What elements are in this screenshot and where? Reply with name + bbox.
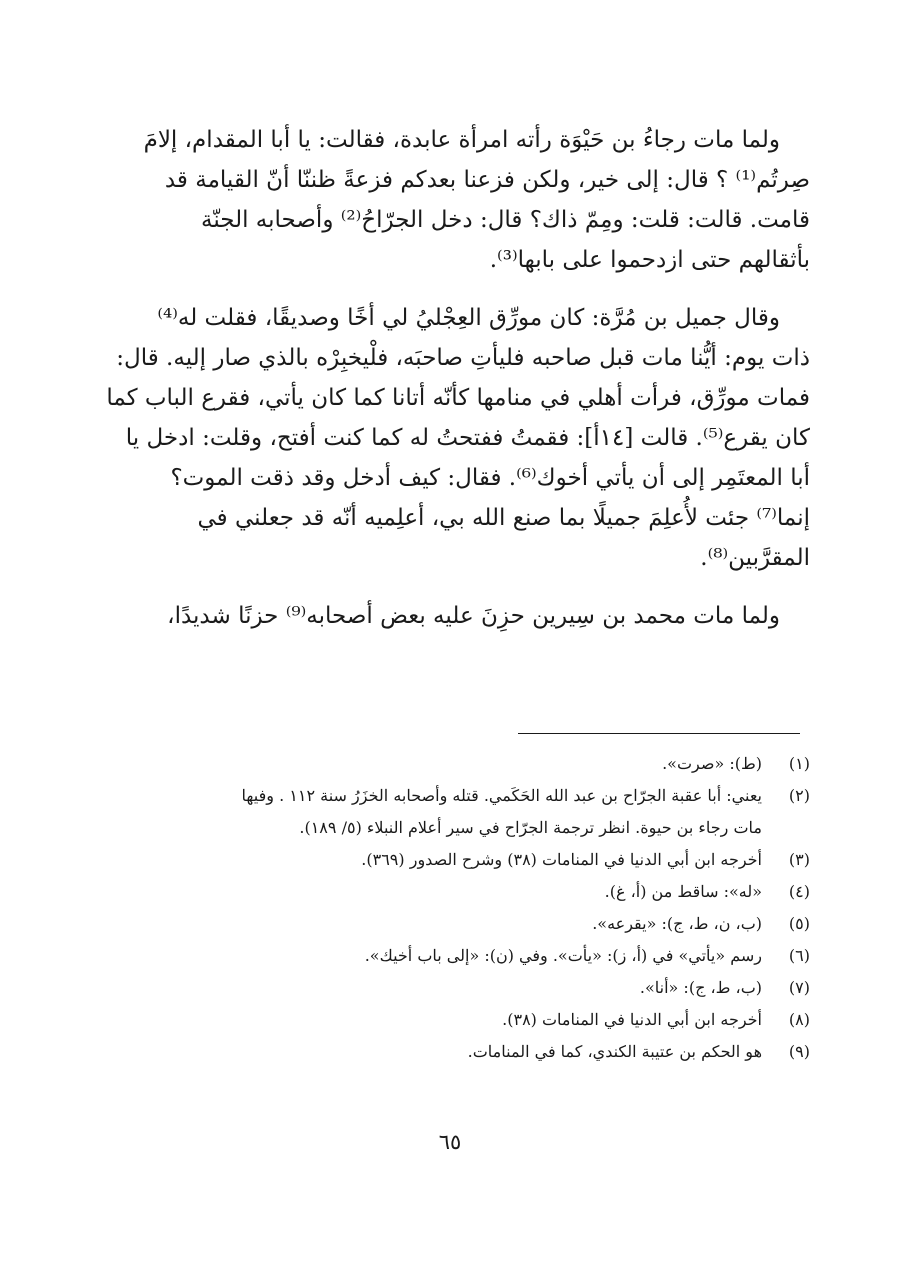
footnote-text: أخرجه ابن أبي الدنيا في المنامات (٣٨) وشرح الصدور (٣٦٩). <box>361 850 762 869</box>
text-line: صِرتُم⁽¹⁾ ؟ قال: إلى خير، ولكن فزعنا بعدكم فزعةً ظننّا أنّ القيامة قد <box>164 167 810 193</box>
text-line: بأثقالهم حتى ازدحموا على بابها⁽³⁾. <box>489 247 810 273</box>
footnote-number: (٤) <box>788 882 810 901</box>
footnote-number: (٩) <box>788 1042 810 1061</box>
footnote-text: (ط): «صرت». <box>662 754 762 773</box>
footnote <box>110 972 810 1004</box>
footnote-text: (ب، ن، ط، ج): «يقرعه». <box>592 914 762 933</box>
footnote-text: رسم «يأتي» في (أ، ز): «يأت». وفي (ن): «إلى باب أخيك». <box>364 946 762 965</box>
footnote <box>110 908 810 940</box>
text-line: إنما⁽⁷⁾ جئت لأُعلِمَ جميلًا بما صنع الله بي، أعلِميه أنّه قد جعلني في <box>197 505 810 531</box>
footnote-text: «له»: ساقط من (أ، غ). <box>604 882 762 901</box>
text-line: أبا المعتَمِر إلى أن يأتي أخوك⁽⁶⁾. فقال: كيف أدخل وقد ذقت الموت؟ <box>170 465 810 491</box>
footnote-number: (٧) <box>788 978 810 997</box>
footnote-number: (٨) <box>788 1010 810 1029</box>
footnote-text: يعني: أبا عقبة الجرّاح بن عبد الله الحَكَمي. قتله وأصحابه الخزَرُ سنة ١١٢ . وفيها <box>241 786 762 805</box>
footnote <box>110 876 810 908</box>
text-line: ولما مات محمد بن سِيرين حزِنَ عليه بعض أصحابه⁽⁹⁾ حزنًا شديدًا، <box>167 603 780 629</box>
footnote-number: (٦) <box>788 946 810 965</box>
footnote-text: مات رجاء بن حيوة. انظر ترجمة الجرّاح في سير أعلام النبلاء (٥/ ١٨٩). <box>299 818 762 837</box>
footnote-number: (٥) <box>788 914 810 933</box>
text-line: المقرَّبين⁽⁸⁾. <box>700 545 810 571</box>
text-line: كان يقرع⁽⁵⁾. قالت [١٤أ]: فقمتُ ففتحتُ له كما كنت أفتح، وقلت: ادخل يا <box>125 425 810 451</box>
text-line: فمات مورِّق، فرأت أهلي في منامها كأنّه أتانا كما كان يأتي، فقرع الباب كما <box>106 385 810 411</box>
paragraph-3 <box>120 596 810 636</box>
footnote <box>110 780 810 844</box>
footnote-text: (ب، ط، ج): «أنا». <box>639 978 762 997</box>
footnote <box>110 940 810 972</box>
footnote <box>110 1036 810 1068</box>
text-line: ذات يوم: أيُّنا مات قبل صاحبه فليأتِ صاحبَه، فلْيخبِرْه بالذي صار إليه. قال: <box>116 345 810 371</box>
text-line: وقال جميل بن مُرَّة: كان مورِّق العِجْليُ لي أخًا وصديقًا، فقلت له⁽⁴⁾ <box>157 305 780 331</box>
paragraph-1 <box>120 120 810 280</box>
footnote-text: هو الحكم بن عتيبة الكندي، كما في المنامات. <box>467 1042 762 1061</box>
page-number: ٦٥ <box>438 1130 462 1154</box>
footnote-text: أخرجه ابن أبي الدنيا في المنامات (٣٨). <box>502 1010 762 1029</box>
footnotes <box>110 748 810 1068</box>
footnote <box>110 748 810 780</box>
footnote-number: (٣) <box>788 850 810 869</box>
footnote <box>110 1004 810 1036</box>
footnote-number: (١) <box>788 754 810 773</box>
footnote <box>110 844 810 876</box>
footnote-number: (٢) <box>788 786 810 805</box>
paragraph-2 <box>106 298 810 578</box>
text-line: ولما مات رجاءُ بن حَيْوَة رأته امرأة عابدة، فقالت: يا أبا المقدام، إلامَ <box>143 127 780 153</box>
footnote-divider <box>518 733 800 734</box>
main-text <box>106 120 810 654</box>
text-line: قامت. قالت: قلت: ومِمّ ذاك؟ قال: دخل الجرّاحُ⁽²⁾ وأصحابه الجنّة <box>200 207 810 233</box>
